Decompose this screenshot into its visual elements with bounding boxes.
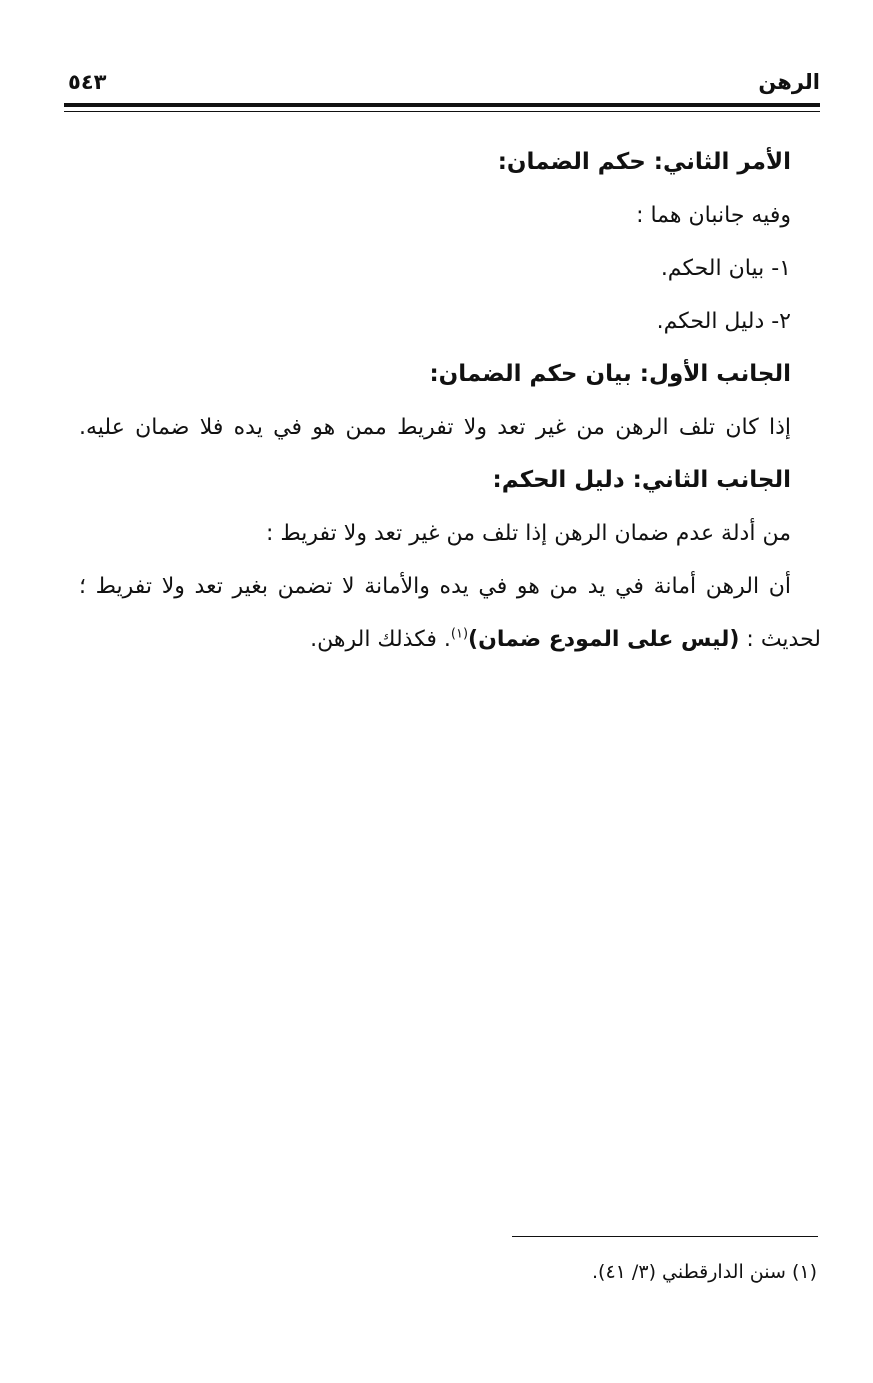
chapter-title: الرهن: [758, 70, 820, 94]
footnote-ref: (١): [450, 626, 469, 642]
list-item-2: ٢- دليل الحكم.: [656, 309, 791, 334]
evidence-line-1: أن الرهن أمانة في يد من هو في يده والأمانة لا تضمن بغير تعد ولا تفريط ؛: [79, 574, 791, 599]
subsection-heading-1: الجانب الأول: بيان حكم الضمان:: [429, 361, 791, 387]
intro-line: وفيه جانبان هما :: [636, 203, 791, 228]
header-rule-thick: [64, 103, 820, 107]
running-header: [64, 62, 820, 102]
main-text: [79, 136, 821, 666]
list-item-1: ١- بيان الحكم.: [660, 256, 791, 281]
evidence-intro-line: من أدلة عدم ضمان الرهن إذا تلف من غير تعد ولا تفريط :: [266, 521, 791, 546]
hadith-quote: (ليس على المودع ضمان): [468, 627, 740, 652]
ruling-paragraph: إذا كان تلف الرهن من غير تعد ولا تفريط ممن هو في يده فلا ضمان عليه.: [79, 415, 791, 440]
page-number: ٥٤٣: [68, 70, 107, 94]
evidence-line-2: [79, 613, 821, 666]
footnote-separator: [512, 1236, 818, 1237]
section-heading: الأمر الثاني: حكم الضمان:: [497, 149, 791, 175]
footnote-1: (١) سنن الدارقطني (٣/ ٤١).: [592, 1261, 817, 1283]
hadith-suffix: . فكذلك الرهن.: [310, 627, 451, 652]
header-rule-thin: [64, 111, 820, 112]
hadith-prefix: لحديث :: [739, 627, 821, 652]
subsection-heading-2: الجانب الثاني: دليل الحكم:: [492, 467, 791, 493]
